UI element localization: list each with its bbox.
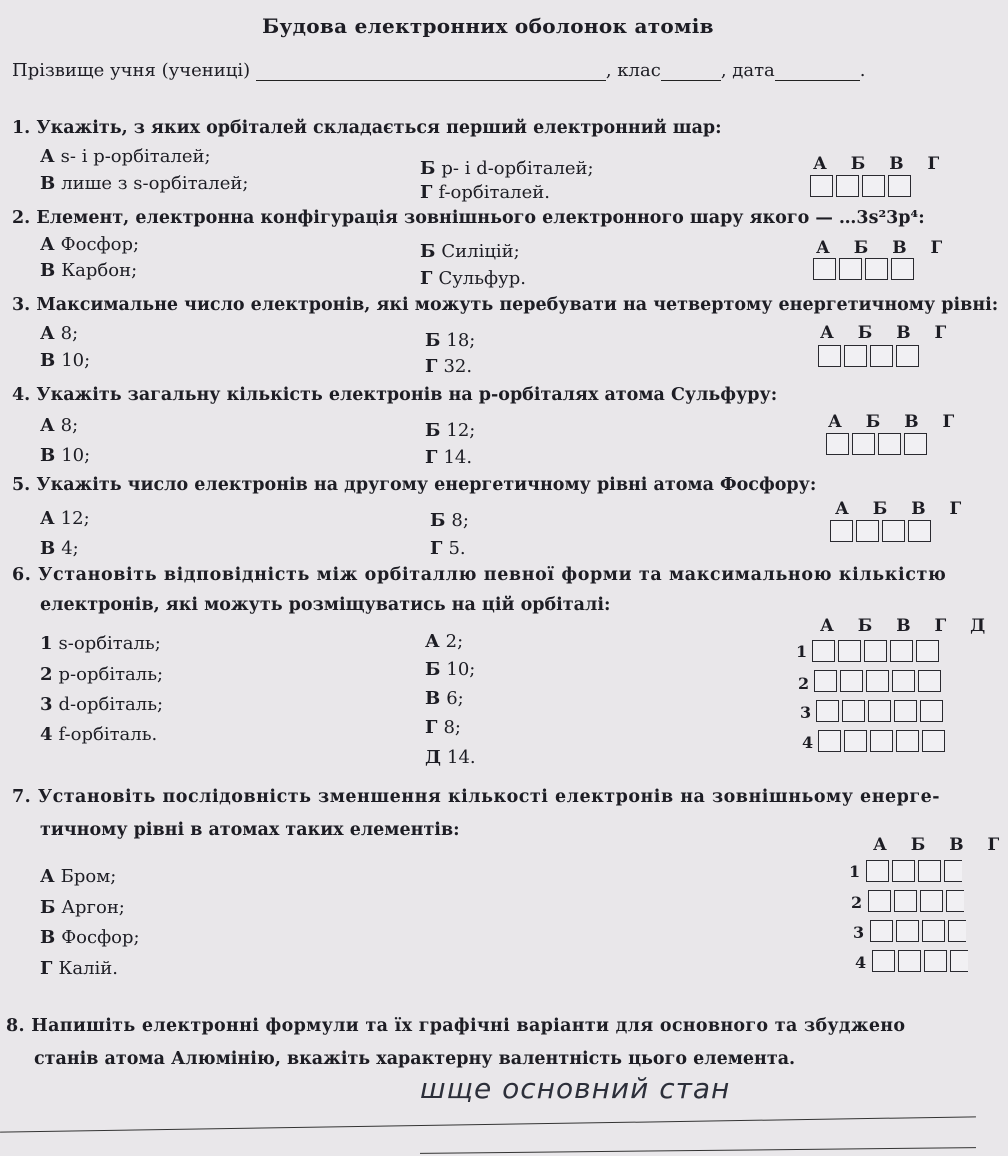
q5-answer-box-v[interactable] [882, 520, 905, 542]
page-title: Будова електронних оболонок атомів [262, 14, 714, 38]
q5-option-b[interactable]: Б 8; [430, 510, 469, 531]
q7-answer-grid-row-2 [868, 890, 967, 912]
q7-answer-grid-row-3 [870, 920, 969, 942]
question-3: 3. Максимальне число електронів, які можуть перебувати на четвертому енергетичному рівні: [12, 295, 999, 315]
q5-answer-box-b[interactable] [856, 520, 879, 542]
question-1: 1. Укажіть, з яких орбіталей складається перший електронний шар: [12, 118, 722, 138]
q1-option-v[interactable]: В лише з s-орбіталей; [40, 173, 249, 194]
q6-row-number-4: 4 [802, 733, 814, 752]
q1-answer-box-g[interactable] [888, 175, 911, 197]
date-label: , дата [720, 60, 775, 81]
q5-option-a[interactable]: А 12; [40, 508, 90, 529]
q4-answer-grid [826, 433, 930, 455]
q7-box-1v[interactable] [918, 860, 941, 882]
q6-box-1g[interactable] [890, 640, 913, 662]
q6-box-1d[interactable] [916, 640, 939, 662]
q7-answer-header: А Б В Г [873, 835, 1008, 855]
q6-answer-grid-row-4 [818, 730, 948, 752]
q7-box-4v[interactable] [924, 950, 947, 972]
q1-answer-box-b[interactable] [836, 175, 859, 197]
q6-box-4v[interactable] [870, 730, 893, 752]
q7-box-4a[interactable] [872, 950, 895, 972]
q7-row-number-3: 3 [853, 923, 865, 942]
q6-box-1v[interactable] [864, 640, 887, 662]
q7-answer-grid-row-4 [872, 950, 971, 972]
q4-answer-box-v[interactable] [878, 433, 901, 455]
q1-answer-box-v[interactable] [862, 175, 885, 197]
q7-row-number-1: 1 [849, 862, 861, 881]
q6-answer-grid-row-2 [814, 670, 944, 692]
q7-box-1g[interactable] [944, 860, 962, 882]
q4-option-v[interactable]: В 10; [40, 445, 91, 466]
q1-option-a[interactable]: А s- і p-орбіталей; [40, 146, 211, 167]
q5-answer-box-g[interactable] [908, 520, 931, 542]
q5-answer-box-a[interactable] [830, 520, 853, 542]
question-4: 4. Укажіть загальну кількість електронів на p-орбіталях атома Сульфуру: [12, 385, 778, 405]
q2-answer-box-b[interactable] [839, 258, 862, 280]
q4-answer-header: А Б В Г [828, 412, 964, 432]
q6-box-3v[interactable] [868, 700, 891, 722]
class-field[interactable] [661, 62, 721, 81]
q6-box-3g[interactable] [894, 700, 917, 722]
q7-answer-grid-row-1 [866, 860, 965, 882]
q3-option-b[interactable]: Б 18; [425, 330, 476, 351]
q3-option-a[interactable]: А 8; [40, 323, 79, 344]
q6-box-4d[interactable] [922, 730, 945, 752]
q1-option-b[interactable]: Б p- і d-орбіталей; [420, 158, 594, 179]
q3-answer-box-v[interactable] [870, 345, 893, 367]
q4-option-a[interactable]: А 8; [40, 415, 79, 436]
q7-row-number-4: 4 [855, 953, 867, 972]
q7-box-2b[interactable] [894, 890, 917, 912]
q6-box-3d[interactable] [920, 700, 943, 722]
q5-option-g[interactable]: Г 5. [430, 538, 466, 559]
q3-answer-header: А Б В Г [820, 323, 956, 343]
answer-line-2[interactable] [420, 1147, 976, 1154]
q6-left-item-3: 3 d-орбіталь; [40, 694, 164, 715]
q1-answer-box-a[interactable] [810, 175, 833, 197]
q7-box-4g[interactable] [950, 950, 968, 972]
q7-row-number-2: 2 [851, 893, 863, 912]
q6-left-item-2: 2 p-орбіталь; [40, 664, 164, 685]
question-7-line-2: тичному рівні в атомах таких елементів: [40, 820, 460, 840]
q2-answer-box-a[interactable] [813, 258, 836, 280]
q2-option-g[interactable]: Г Сульфур. [420, 268, 526, 289]
q6-box-4b[interactable] [844, 730, 867, 752]
question-6-line-1: 6. Установіть відповідність між орбіталлю певної форми та максимальною кількістю [12, 565, 947, 585]
q2-answer-box-g[interactable] [891, 258, 914, 280]
q7-option-g: Г Калій. [40, 958, 119, 979]
q4-option-g[interactable]: Г 14. [425, 447, 473, 468]
q6-left-item-1: 1 s-орбіталь; [40, 633, 161, 654]
q6-box-3a[interactable] [816, 700, 839, 722]
q5-answer-grid [830, 520, 934, 542]
q3-answer-box-a[interactable] [818, 345, 841, 367]
q7-option-a: А Бром; [40, 866, 117, 887]
q7-option-b: Б Аргон; [40, 897, 125, 918]
q4-answer-box-a[interactable] [826, 433, 849, 455]
question-8-line-2: станів атома Алюмінію, вкажіть характерну валентність цього елемента. [34, 1049, 796, 1069]
handwritten-answer: шще основний стан [420, 1072, 731, 1105]
q6-answer-grid-row-1 [812, 640, 942, 662]
q3-answer-grid [818, 345, 922, 367]
q3-option-v[interactable]: В 10; [40, 350, 91, 371]
q6-answer-header: А Б В Г Д [820, 616, 995, 636]
question-5: 5. Укажіть число електронів на другому енергетичному рівні атома Фосфору: [12, 475, 817, 495]
q2-answer-header: А Б В Г [816, 238, 952, 258]
student-info-line [12, 60, 866, 81]
q6-row-number-1: 1 [796, 642, 808, 661]
q6-box-2d[interactable] [918, 670, 941, 692]
q6-box-4g[interactable] [896, 730, 919, 752]
q7-box-1b[interactable] [892, 860, 915, 882]
q7-box-2v[interactable] [920, 890, 943, 912]
q6-box-2b[interactable] [840, 670, 863, 692]
q6-box-2a[interactable] [814, 670, 837, 692]
q7-box-1a[interactable] [866, 860, 889, 882]
q7-box-3g[interactable] [948, 920, 966, 942]
q6-right-item-a: А 2; [425, 631, 464, 652]
q1-option-g[interactable]: Г f-орбіталей. [420, 182, 550, 203]
q6-box-1b[interactable] [838, 640, 861, 662]
student-name-label: Прізвище учня (учениці) [12, 60, 251, 81]
q3-option-g[interactable]: Г 32. [425, 356, 473, 377]
date-end: . [859, 60, 866, 81]
q6-right-item-b: Б 10; [425, 659, 476, 680]
question-7-line-1: 7. Установіть послідовність зменшення кількості електронів на зовнішньому енерге- [12, 787, 940, 807]
question-8-line-1: 8. Напишіть електронні формули та їх графічні варіанти для основного та збуджено [6, 1016, 906, 1036]
q7-box-4b[interactable] [898, 950, 921, 972]
q6-right-item-g: Г 8; [425, 717, 461, 738]
q2-answer-box-v[interactable] [865, 258, 888, 280]
q1-answer-header: А Б В Г [813, 154, 949, 174]
q6-right-item-v: В 6; [425, 688, 464, 709]
q5-answer-header: А Б В Г [835, 499, 971, 519]
q6-box-3b[interactable] [842, 700, 865, 722]
q2-option-b[interactable]: Б Силіцій; [420, 241, 520, 262]
q7-box-3a[interactable] [870, 920, 893, 942]
q6-box-1a[interactable] [812, 640, 835, 662]
q4-answer-box-b[interactable] [852, 433, 875, 455]
question-2: 2. Елемент, електронна конфігурація зовнішнього електронного шару якого — …3s²3p⁴: [12, 208, 925, 228]
q4-option-b[interactable]: Б 12; [425, 420, 476, 441]
q6-left-item-4: 4 f-орбіталь. [40, 724, 158, 745]
q7-box-2g[interactable] [946, 890, 964, 912]
q6-box-4a[interactable] [818, 730, 841, 752]
q6-box-2g[interactable] [892, 670, 915, 692]
q3-answer-box-g[interactable] [896, 345, 919, 367]
q3-answer-box-b[interactable] [844, 345, 867, 367]
date-field[interactable] [775, 62, 860, 81]
q6-row-number-2: 2 [798, 674, 810, 693]
class-label: , клас [605, 60, 661, 81]
q1-answer-grid [810, 175, 914, 197]
q6-answer-grid-row-3 [816, 700, 946, 722]
q6-box-2v[interactable] [866, 670, 889, 692]
q2-option-v[interactable]: В Карбон; [40, 260, 138, 281]
q6-right-item-d: Д 14. [425, 747, 476, 768]
q5-option-v[interactable]: В 4; [40, 538, 79, 559]
q6-row-number-3: 3 [800, 703, 812, 722]
q7-box-2a[interactable] [868, 890, 891, 912]
q2-option-a[interactable]: А Фосфор; [40, 234, 140, 255]
q2-answer-grid [813, 258, 917, 280]
q7-option-v: В Фосфор; [40, 927, 140, 948]
q7-box-3b[interactable] [896, 920, 919, 942]
q4-answer-box-g[interactable] [904, 433, 927, 455]
answer-line-1[interactable] [0, 1116, 976, 1132]
q7-box-3v[interactable] [922, 920, 945, 942]
student-name-field[interactable] [256, 62, 606, 81]
question-6-line-2: електронів, які можуть розміщуватись на цій орбіталі: [40, 595, 611, 615]
